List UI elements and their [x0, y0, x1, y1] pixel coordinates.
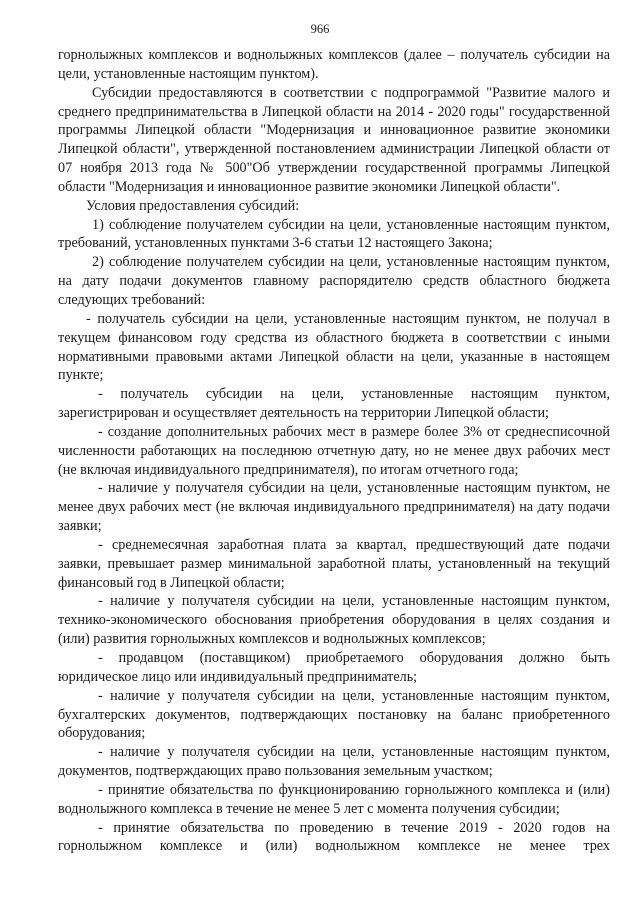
list-item-requirement: - продавцом (поставщиком) приобретаемого оборудования должно быть юридическое лицо или индивидуальный предприниматель; [58, 650, 610, 685]
page-number: 966 [310, 22, 330, 36]
paragraph-continuation: горнолыжных комплексов и воднолыжных комплексов (далее – получатель субсидии на цели, установленные настоящим пунктом). [58, 47, 610, 82]
list-item-requirement: - наличие у получателя субсидии на цели, установленные настоящим пунктом, не менее двух рабочих мест (не включая индивидуального предпринимателя) на дату подачи заявки; [58, 480, 610, 535]
list-item-requirement: - получатель субсидии на цели, установленные настоящим пунктом, не получал в текущем финансовом году средства из областного бюджета в соответствии с иными нормативными правовыми актами Липецкой области на цели, указанные в настоящем пункте; [58, 310, 610, 384]
document-body [58, 46, 610, 856]
paragraph-condition-1: 1) соблюдение получателем субсидии на цели, установленные настоящим пунктом, требований, установленных пунктами 3-6 статьи 12 настоящего Закона; [58, 216, 610, 252]
list-item-requirement: - наличие у получателя субсидии на цели, установленные настоящим пунктом, бухгалтерских документов, подтверждающих постановку на баланс приобретенного оборудования; [58, 687, 610, 742]
list-item-requirement: - среднемесячная заработная плата за квартал, предшествующий дате подачи заявки, превышает размер минимальной заработной платы, установленный на текущий финансовый год в Липецкой области; [58, 536, 610, 591]
list-item-requirement: - наличие у получателя субсидии на цели, установленные настоящим пунктом, документов, подтверждающих право пользования земельным участком; [58, 744, 610, 780]
list-item-requirement: - получатель субсидии на цели, установленные настоящим пунктом, зарегистрирован и осуществляет деятельность на территории Липецкой области; [58, 386, 610, 422]
paragraph-conditions-heading: Условия предоставления субсидий: [86, 197, 300, 214]
list-item-requirement: - создание дополнительных рабочих мест в размере более 3% от среднесписочной численности работающих на последнюю отчетную дату, но не менее двух рабочих мест (не включая индивидуального предпринимателя), по итогам отчетного года; [58, 423, 610, 478]
list-item-requirement: - принятие обязательства по функционированию горнолыжного комплекса и (или) воднолыжного комплекса в течение не менее 5 лет с момента получения субсидии; [58, 781, 610, 817]
list-item-requirement: - наличие у получателя субсидии на цели, установленные настоящим пунктом, технико-экономического обоснования приобретения оборудования в целях создания и (или) развития горнолыжных комплексов и воднолыжных комплексов; [58, 593, 610, 648]
list-item-requirement: - принятие обязательства по проведению в течение 2019 - 2020 годов на горнолыжном комплексе и (или) воднолыжном комплексе не менее трех [58, 819, 610, 855]
paragraph-condition-2: 2) соблюдение получателем субсидии на цели, установленные настоящим пунктом, на дату подачи документов главному распорядителю средств областного бюджета следующих требований: [58, 254, 610, 308]
paragraph-subsidy-basis: Субсидии предоставляются в соответствии с подпрограммой "Развитие малого и среднего предпринимательства в Липецкой области на 2014 - 2020 годы" государственной программы Липецкой области "Модернизация и инновационное развитие экономики Липецкой области", утвержденной постановлением администрации Липецкой области от 07 ноября 2013 года № 500"Об утверждении государственной программы Липецкой области "Модернизация и инновационное развитие экономики Липецкой области". [58, 84, 610, 195]
